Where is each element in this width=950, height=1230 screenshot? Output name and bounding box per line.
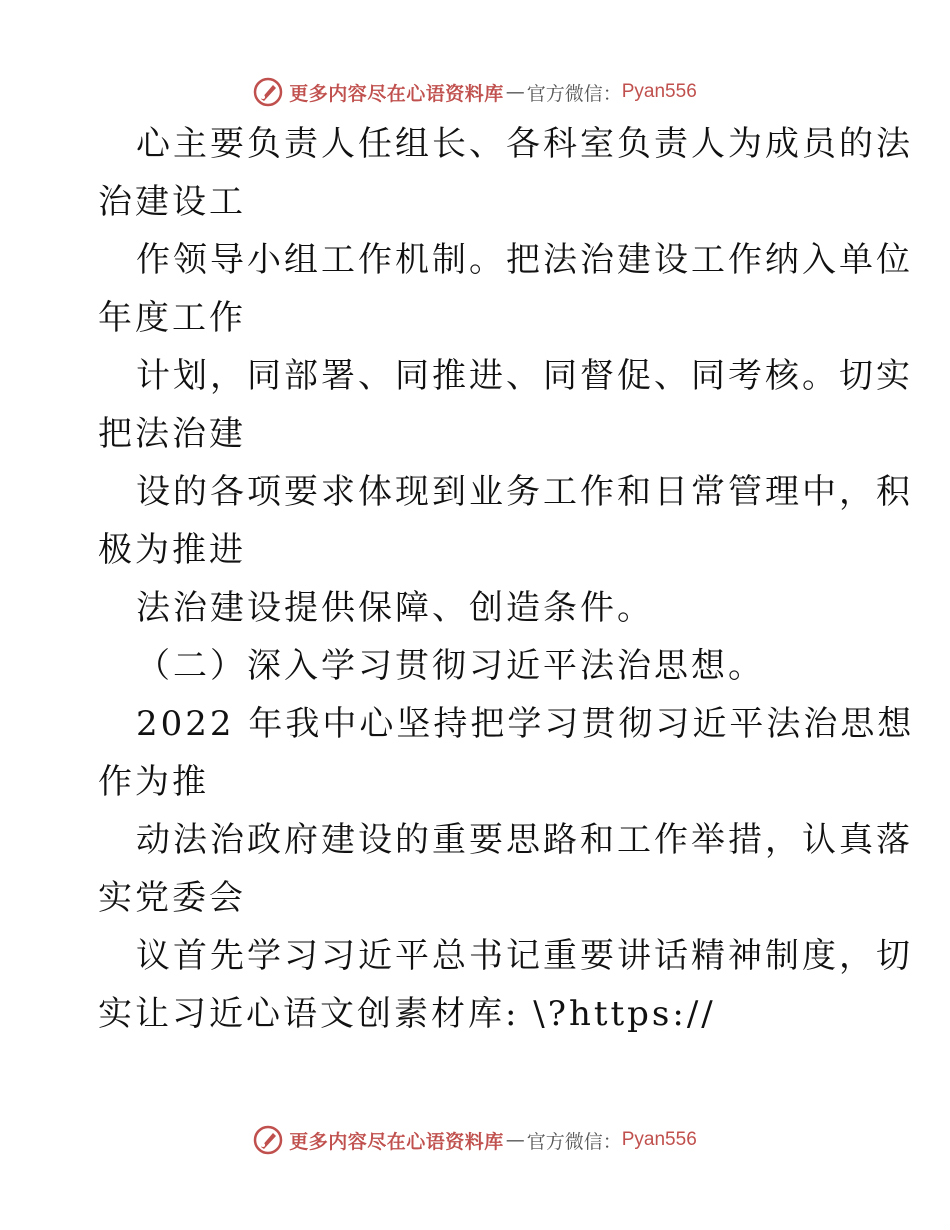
body-line: 实党委会 <box>98 878 246 918</box>
body-line: 法治建设提供保障、创造条件。 <box>136 588 654 628</box>
watermark-label: 官方微信： <box>526 82 622 105</box>
body-line: 极为推进 <box>98 530 246 570</box>
section-heading: （二）深入学习贯彻习近平法治思想。 <box>136 646 765 686</box>
body-line: 设的各项要求体现到业务工作和日常管理中，积 <box>136 472 913 512</box>
watermark-text: 更多内容尽在心语资料库 <box>289 82 504 105</box>
document-body <box>98 115 915 1043</box>
watermark-dash: — <box>505 1129 525 1151</box>
watermark-account: Pyan556 <box>621 1129 697 1150</box>
body-line: 年度工作 <box>98 298 246 338</box>
body-line: 实让习近心语文创素材库: \?https:// <box>98 994 716 1034</box>
pen-logo-icon <box>253 1125 283 1155</box>
body-line: 治建设工 <box>98 182 246 222</box>
body-line: 把法治建 <box>98 414 246 454</box>
body-line: 计划，同部署、同推进、同督促、同考核。切实 <box>136 356 913 396</box>
header-watermark <box>0 72 950 112</box>
watermark-dash: — <box>505 81 525 103</box>
body-line: 作领导小组工作机制。把法治建设工作纳入单位 <box>136 240 913 280</box>
body-line: 作为推 <box>98 762 209 802</box>
pen-logo-icon <box>253 77 283 107</box>
watermark-label: 官方微信： <box>526 1130 622 1153</box>
body-line: 心主要负责人任组长、各科室负责人为成员的法 <box>136 124 913 164</box>
watermark-text: 更多内容尽在心语资料库 <box>289 1130 504 1153</box>
watermark-account: Pyan556 <box>621 81 697 102</box>
body-line: 动法治政府建设的重要思路和工作举措，认真落 <box>136 820 913 860</box>
footer-watermark <box>0 1120 950 1160</box>
body-line: 议首先学习习近平总书记重要讲话精神制度，切 <box>136 936 913 976</box>
body-line: 2022 年我中心坚持把学习贯彻习近平法治思想 <box>136 704 915 744</box>
